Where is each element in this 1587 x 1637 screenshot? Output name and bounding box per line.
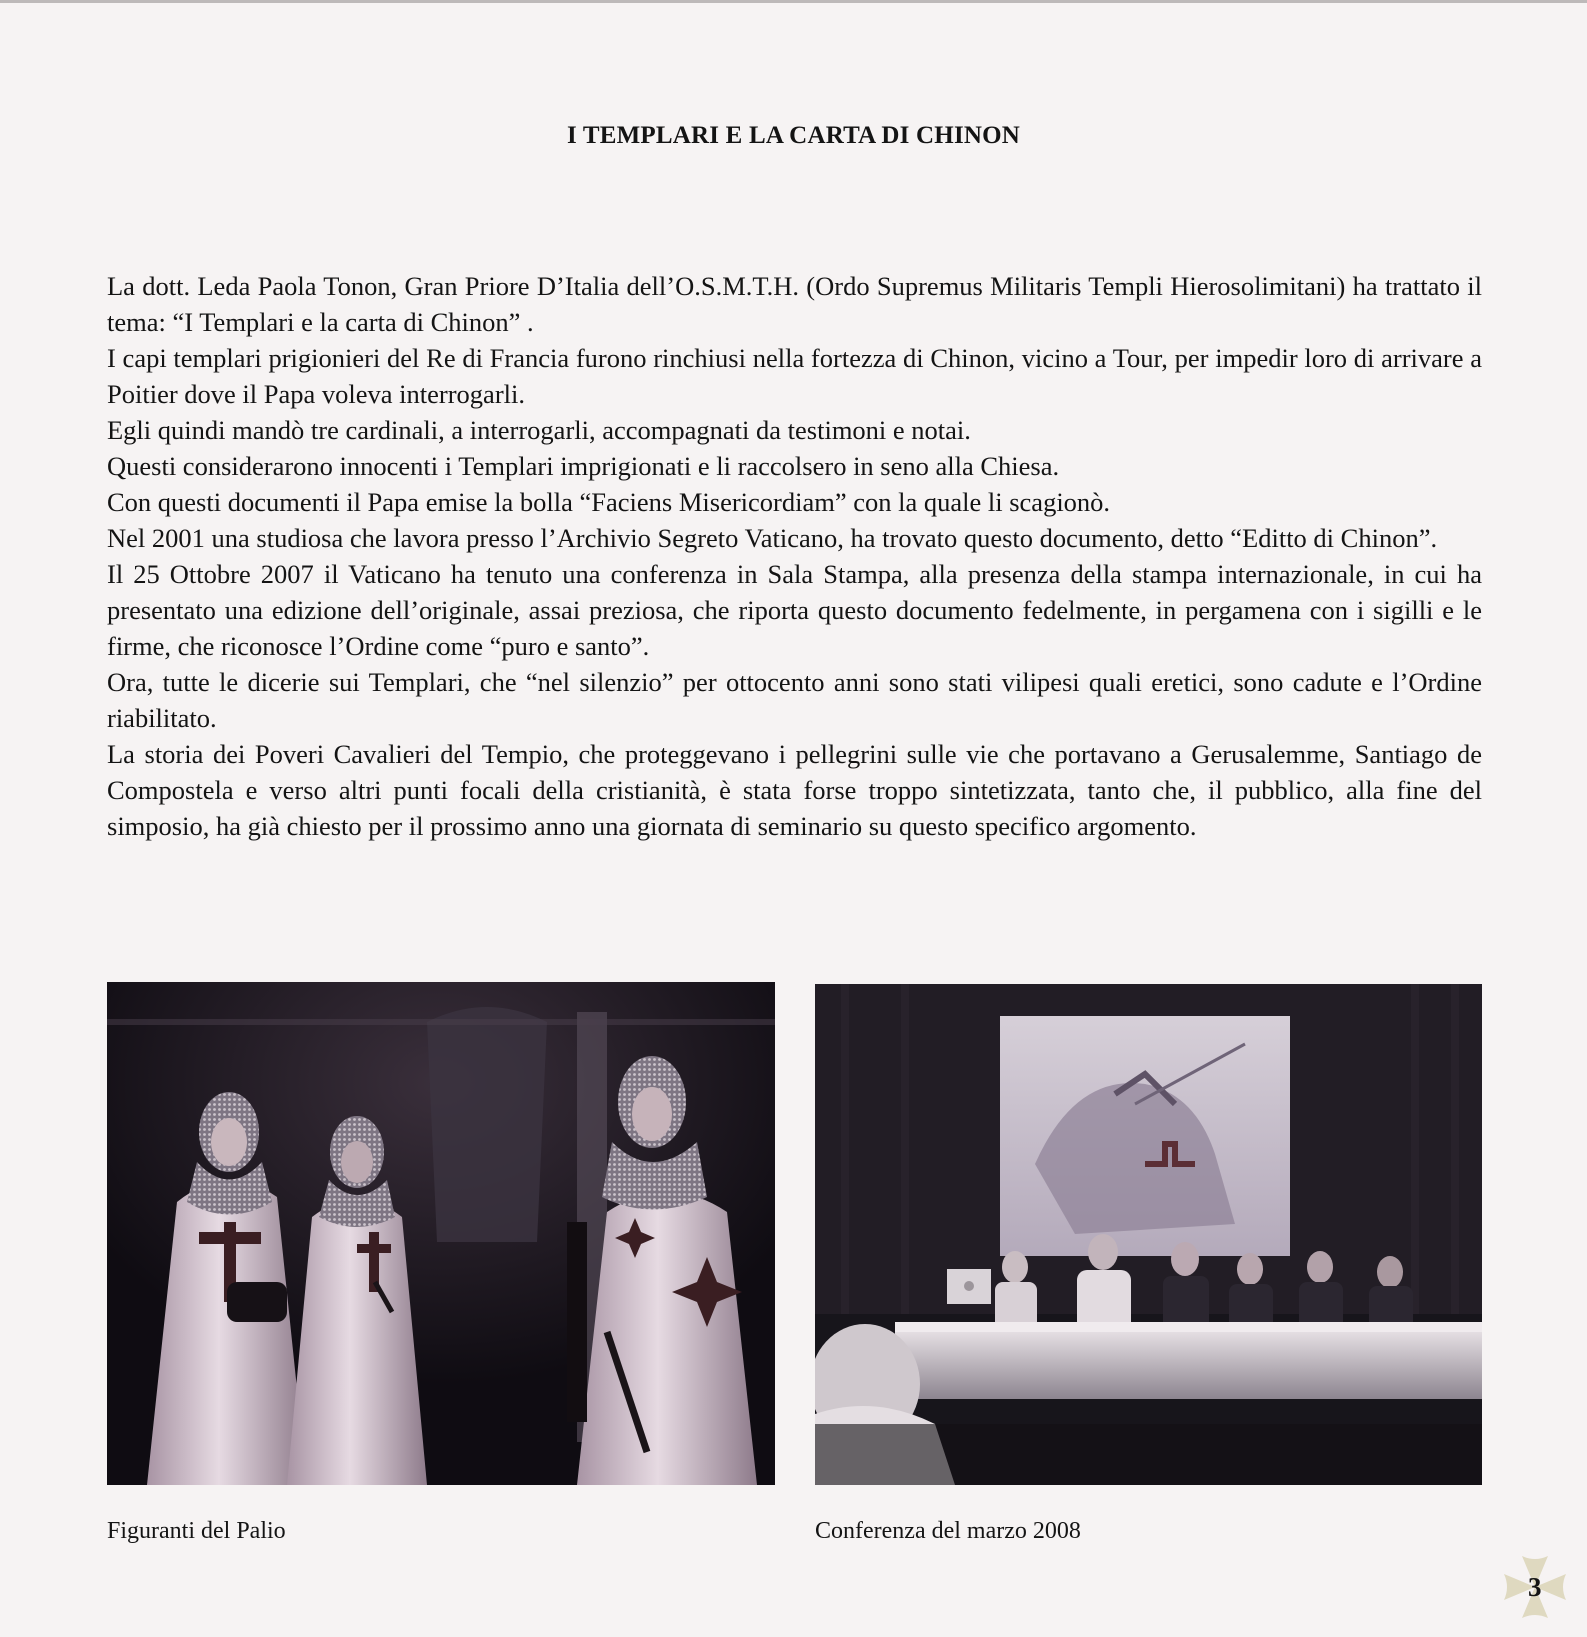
paragraph: I capi templari prigionieri del Re di Francia furono rinchiusi nella fortezza di Chinon, vicino a Tour, per impedir loro di arrivare a Poitier dove il Papa voleva interrogarli. [107, 343, 1482, 409]
paragraph: Egli quindi mandò tre cardinali, a interrogarli, accompagnati da testimoni e notai. [107, 415, 971, 445]
page-number: 3 [1528, 1572, 1542, 1602]
paragraph: La dott. Leda Paola Tonon, Gran Priore D’Italia dell’O.S.M.T.H. (Ordo Supremus Militaris Templi Hierosolimitani) ha trattato il tema: “I Templari e la carta di Chinon” . [107, 271, 1482, 337]
paragraph: Con questi documenti il Papa emise la bolla “Faciens Misericordiam” con la quale li scagionò. [107, 487, 1111, 517]
paragraph: La storia dei Poveri Cavalieri del Tempio, che proteggevano i pellegrini sulle vie che portavano a Gerusalemme, Santiago de Compostela e verso altri punti focali della cristianità, è stata forse troppo sintetizzata, tanto che, il pubblico, alla fine del simposio, ha già chiesto per il prossimo anno una giornata di seminario su questo specifico argomento. [107, 739, 1482, 841]
photo-templar-figures [107, 982, 775, 1485]
scan-top-edge [0, 0, 1587, 3]
page-title: I TEMPLARI E LA CARTA DI CHINON [566, 122, 1021, 149]
photo-caption-right: Conferenza del marzo 2008 [815, 1518, 1081, 1544]
paragraph: Il 25 Ottobre 2007 il Vaticano ha tenuto una conferenza in Sala Stampa, alla presenza della stampa internazionale, in cui ha presentato una edizione dell’originale, assai preziosa, che riporta questo documento fedelmente, in pergamena con i sigilli e le firme, che riconosce l’Ordine come “puro e santo”. [107, 559, 1482, 661]
article-body [107, 268, 1482, 844]
photo-caption-left: Figuranti del Palio [107, 1518, 286, 1544]
photo-conference [815, 984, 1482, 1485]
paragraph: Questi considerarono innocenti i Templari imprigionati e li raccolsero in seno alla Chiesa. [107, 451, 1060, 481]
paragraph: Nel 2001 una studiosa che lavora presso l’Archivio Segreto Vaticano, ha trovato questo documento, detto “Editto di Chinon”. [107, 523, 1438, 553]
paragraph: Ora, tutte le dicerie sui Templari, che “nel silenzio” per ottocento anni sono stati vilipesi quali eretici, sono cadute e l’Ordine riabilitato. [107, 667, 1482, 733]
